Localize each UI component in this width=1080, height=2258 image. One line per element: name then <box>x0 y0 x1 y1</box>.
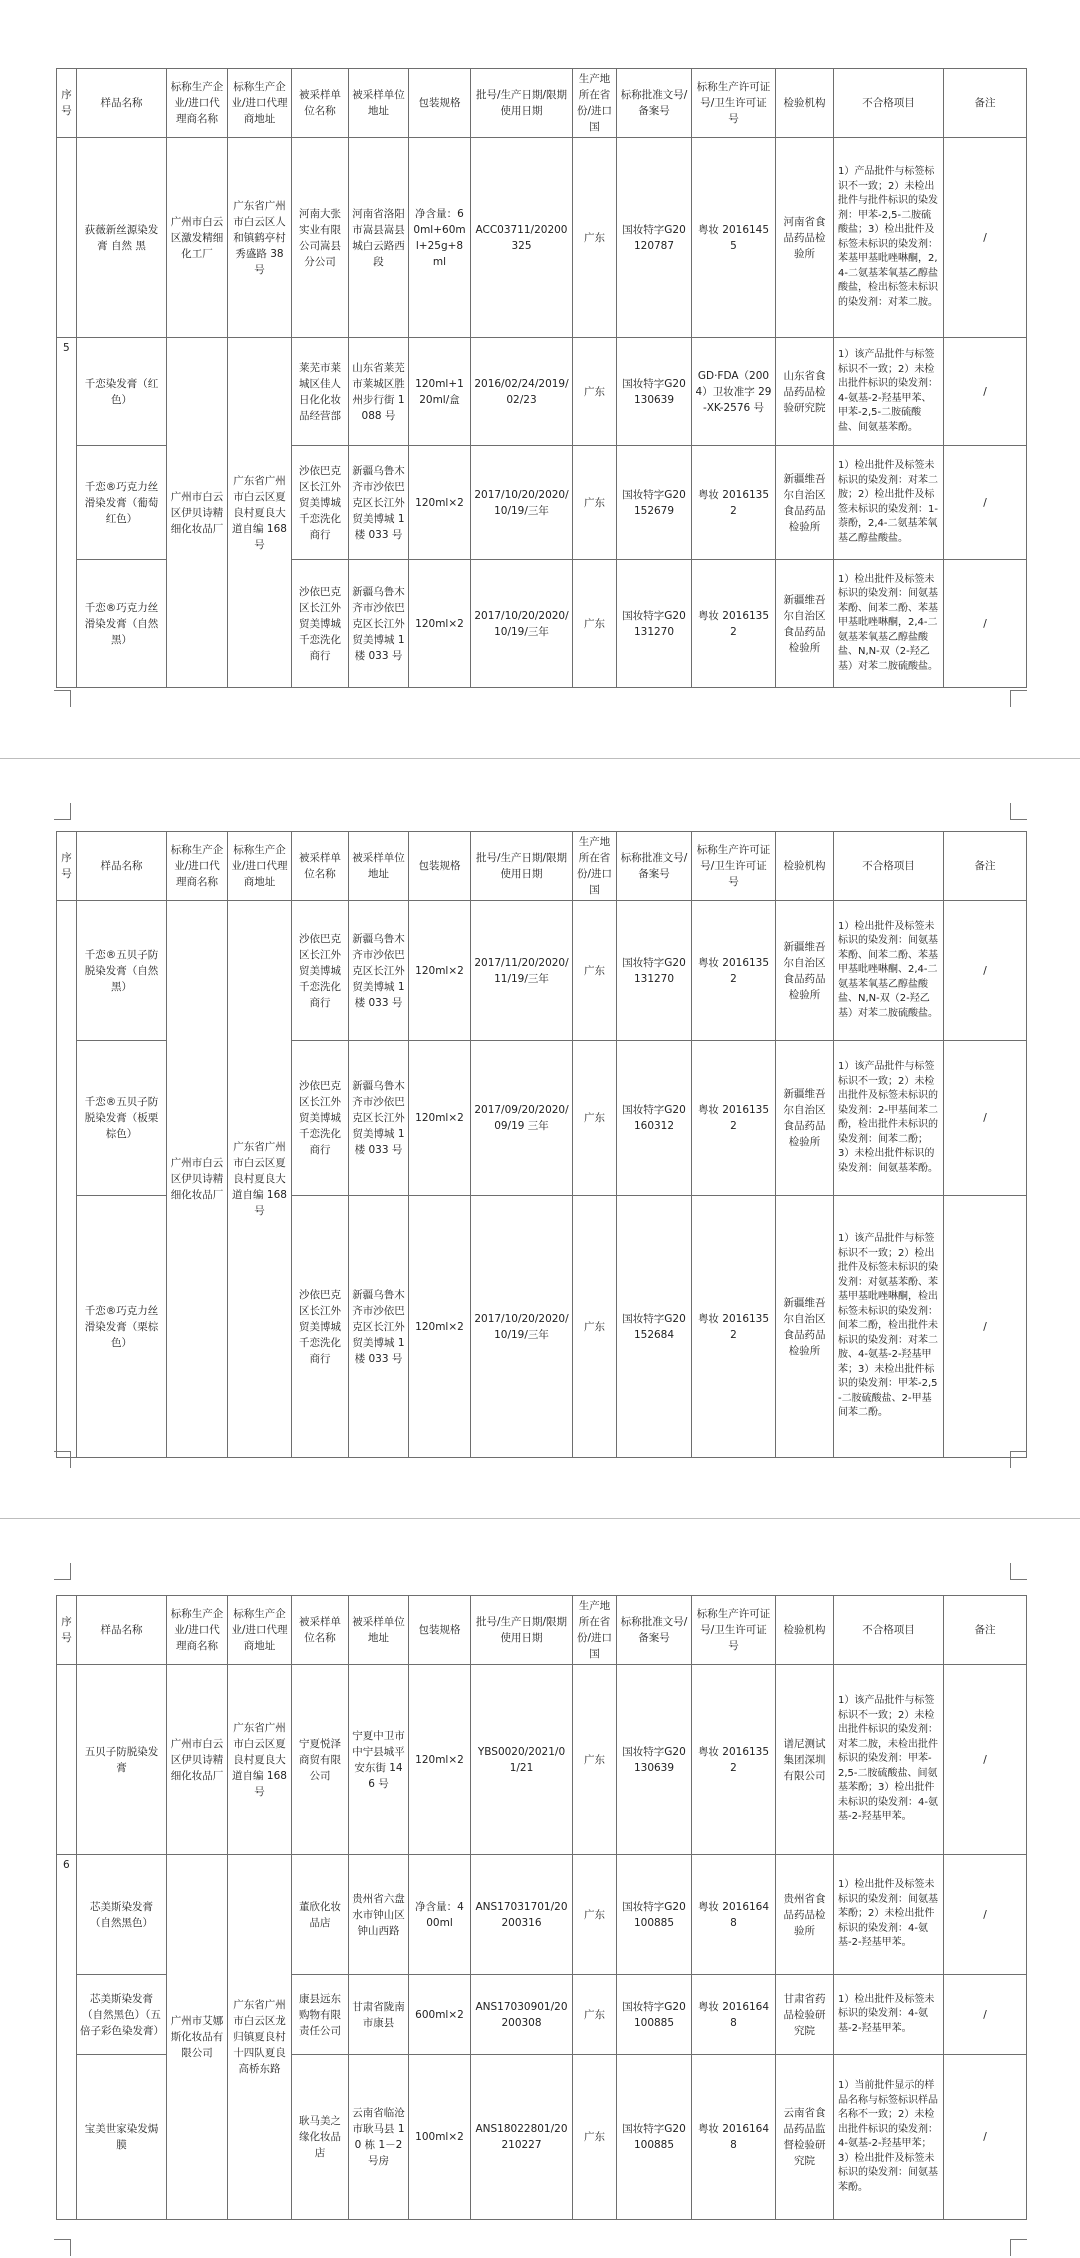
header-license: 标称生产许可证号/卫生许可证号 <box>692 832 776 901</box>
page-corner-mark <box>1010 803 1027 820</box>
header-fail: 不合格项目 <box>834 1596 944 1665</box>
cell-fail: 1）该产品批件与标签标识不一致；2）未检出批件及标签未标识的染发剂：2-甲基间苯二酚，检出批件未标识的染发剂：间苯二酚；3）未检出批件标识的染发剂：间氨基苯酚。 <box>834 1041 944 1196</box>
cell-name: 千恋®巧克力丝滑染发膏（葡萄红色） <box>77 446 167 560</box>
cell-lab: 贵州省食品药品检验所 <box>776 1855 834 1975</box>
page-3 <box>0 1519 1080 2258</box>
cell-sampled-addr: 贵州省六盘水市钟山区钟山西路 <box>349 1855 409 1975</box>
cell-note: / <box>944 2055 1027 2220</box>
cell-license: 粤妆 20161352 <box>692 1665 776 1855</box>
cell-name: 千恋®五贝子防脱染发膏（板栗棕色） <box>77 1041 167 1196</box>
cell-license: 粤妆 20161352 <box>692 901 776 1041</box>
cell-note: / <box>944 901 1027 1041</box>
cell-province: 广东 <box>573 138 617 338</box>
header-license: 标称生产许可证号/卫生许可证号 <box>692 1596 776 1665</box>
cell-approval: 国妆特字G20131270 <box>617 901 692 1041</box>
header-lab: 检验机构 <box>776 832 834 901</box>
cell-sampled: 沙依巴克区长江外贸美博城千恋洗化商行 <box>292 560 349 688</box>
page-corner-mark <box>1010 1563 1027 1580</box>
cell-province: 广东 <box>573 1665 617 1855</box>
cell-lab: 河南省食品药品检验所 <box>776 138 834 338</box>
page-1 <box>0 0 1080 758</box>
cell-name: 千恋®巧克力丝滑染发膏（自然黑） <box>77 560 167 688</box>
header-name: 样品名称 <box>77 832 167 901</box>
cell-sampled-addr: 新疆乌鲁木齐市沙依巴克区长江外贸美博城 1 楼 033 号 <box>349 1041 409 1196</box>
cell-pack: 120ml+120ml/盒 <box>409 338 471 446</box>
cell-lab: 云南省食品药品监督检验研究院 <box>776 2055 834 2220</box>
cell-approval: 国妆特字G20160312 <box>617 1041 692 1196</box>
cell-maker-addr: 广东省广州市白云区夏良村夏良大道自编 168 号 <box>228 901 292 1458</box>
cell-approval: 国妆特字G20130639 <box>617 1665 692 1855</box>
header-maker-addr: 标称生产企业/进口代理商地址 <box>228 69 292 138</box>
cell-note: / <box>944 1855 1027 1975</box>
cell-approval: 国妆特字G20100885 <box>617 1855 692 1975</box>
cell-pack: 120ml×2 <box>409 1196 471 1458</box>
cell-maker-addr: 广东省广州市白云区龙归镇夏良村十四队夏良高桥东路 <box>228 1855 292 2220</box>
cell-license: 粤妆 20161352 <box>692 1041 776 1196</box>
header-fail: 不合格项目 <box>834 832 944 901</box>
cell-batch: 2017/11/20/2020/11/19/三年 <box>471 901 573 1041</box>
cell-note: / <box>944 1975 1027 2055</box>
header-name: 样品名称 <box>77 1596 167 1665</box>
cell-sampled-addr: 甘肃省陇南市康县 <box>349 1975 409 2055</box>
table-row <box>57 1855 1027 1975</box>
cell-approval: 国妆特字G20152684 <box>617 1196 692 1458</box>
cell-sampled-addr: 新疆乌鲁木齐市沙依巴克区长江外贸美博城 1 楼 033 号 <box>349 1196 409 1458</box>
cell-sampled: 河南大张实业有限公司嵩县分公司 <box>292 138 349 338</box>
page-corner-mark <box>54 1563 71 1580</box>
cell-approval: 国妆特字G20100885 <box>617 1975 692 2055</box>
cell-province: 广东 <box>573 901 617 1041</box>
header-approval: 标称批准文号/备案号 <box>617 832 692 901</box>
cell-fail: 1）检出批件及标签未标识的染发剂：间氨基苯酚、间苯二酚、苯基甲基吡唑啉酮、2,4-二氨基苯氧基乙醇盐酸盐、N,N-双（2-羟乙基）对苯二胺硫酸盐。 <box>834 901 944 1041</box>
cell-lab: 甘肃省药品检验研究院 <box>776 1975 834 2055</box>
cell-province: 广东 <box>573 2055 617 2220</box>
cell-province: 广东 <box>573 1196 617 1458</box>
cell-fail: 1）检出批件及标签未标识的染发剂：对苯二胺；2）检出批件及标签未标识的染发剂：1-萘酚，2,4-二氨基苯氧基乙醇盐酸盐。 <box>834 446 944 560</box>
page-corner-mark <box>1010 2239 1027 2256</box>
cell-note: / <box>944 1665 1027 1855</box>
cell-fail: 1）检出批件及标签未标识的染发剂：间氨基苯酚；2）未检出批件标识的染发剂：4-氨基-2-羟基甲苯。 <box>834 1855 944 1975</box>
table-row <box>57 1665 1027 1855</box>
cell-sampled-addr: 河南省洛阳市嵩县嵩县城白云路西段 <box>349 138 409 338</box>
cell-lab: 新疆维吾尔自治区食品药品检验所 <box>776 1041 834 1196</box>
cell-pack: 120ml×2 <box>409 1665 471 1855</box>
cell-maker-addr: 广东省广州市白云区夏良村夏良大道自编 168 号 <box>228 338 292 688</box>
cell-name: 芯美斯染发膏（自然黑色） <box>77 1855 167 1975</box>
cell-fail: 1）检出批件及标签未标识的染发剂：间氨基苯酚、间苯二酚、苯基甲基吡唑啉酮，2,4-二氨基苯氧基乙醇盐酸盐、N,N-双（2-羟乙基）对苯二胺硫酸盐。 <box>834 560 944 688</box>
page-corner-mark <box>54 2239 71 2256</box>
header-lab: 检验机构 <box>776 1596 834 1665</box>
cell-approval: 国妆特字G20152679 <box>617 446 692 560</box>
header-sampled-addr: 被采样单位地址 <box>349 69 409 138</box>
cell-batch: 2016/02/24/2019/02/23 <box>471 338 573 446</box>
cell-province: 广东 <box>573 338 617 446</box>
cell-batch: ANS17031701/20200316 <box>471 1855 573 1975</box>
cell-approval: 国妆特字G20100885 <box>617 2055 692 2220</box>
header-province: 生产地所在省份/进口国 <box>573 1596 617 1665</box>
cell-batch: ANS17030901/20200308 <box>471 1975 573 2055</box>
cell-province: 广东 <box>573 560 617 688</box>
cell-note: / <box>944 560 1027 688</box>
page-corner-mark <box>54 690 71 707</box>
cell-license: 粤妆 20161352 <box>692 446 776 560</box>
cell-name: 千恋®五贝子防脱染发膏（自然黑） <box>77 901 167 1041</box>
cell-pack: 120ml×2 <box>409 901 471 1041</box>
header-batch: 批号/生产日期/限期使用日期 <box>471 69 573 138</box>
header-seq: 序号 <box>57 69 77 138</box>
cell-batch: YBS0020/2021/01/21 <box>471 1665 573 1855</box>
header-seq: 序号 <box>57 1596 77 1665</box>
table-page-2 <box>56 831 1027 1458</box>
cell-lab: 新疆维吾尔自治区食品药品检验所 <box>776 1196 834 1458</box>
cell-pack: 120ml×2 <box>409 446 471 560</box>
table-page-1 <box>56 68 1027 688</box>
page-corner-mark <box>1010 690 1027 707</box>
header-province: 生产地所在省份/进口国 <box>573 832 617 901</box>
cell-sampled: 沙依巴克区长江外贸美博城千恋洗化商行 <box>292 1196 349 1458</box>
cell-license: 粤妆 20161352 <box>692 1196 776 1458</box>
header-province: 生产地所在省份/进口国 <box>573 69 617 138</box>
cell-batch: 2017/10/20/2020/10/19/三年 <box>471 560 573 688</box>
cell-sampled: 莱芜市莱城区佳人日化化妆品经营部 <box>292 338 349 446</box>
cell-batch: 2017/09/20/2020/09/19 三年 <box>471 1041 573 1196</box>
cell-fail: 1）该产品批件与标签标识不一致；2）未检出批件标识的染发剂：4-氨基-2-羟基甲苯、甲苯-2,5-二胺硫酸盐、间氨基苯酚。 <box>834 338 944 446</box>
header-maker-addr: 标称生产企业/进口代理商地址 <box>228 832 292 901</box>
table-header <box>57 1596 1027 1665</box>
header-name: 样品名称 <box>77 69 167 138</box>
header-pack: 包装规格 <box>409 832 471 901</box>
page-corner-mark <box>54 803 71 820</box>
header-license: 标称生产许可证号/卫生许可证号 <box>692 69 776 138</box>
cell-approval: 国妆特字G20131270 <box>617 560 692 688</box>
cell-pack: 100ml×2 <box>409 2055 471 2220</box>
cell-lab: 山东省食品药品检验研究院 <box>776 338 834 446</box>
cell-batch: 2017/10/20/2020/10/19/三年 <box>471 446 573 560</box>
cell-name: 千恋染发膏（红色） <box>77 338 167 446</box>
cell-note: / <box>944 1041 1027 1196</box>
cell-fail: 1）该产品批件与标签标识不一致；2）未检出批件标识的染发剂：对苯二胺，未检出批件标识的染发剂：甲苯-2,5-二胺硫酸盐、间氨基苯酚；3）检出批件未标识的染发剂：4-氨基-2-羟基甲苯。 <box>834 1665 944 1855</box>
cell-sampled-addr: 新疆乌鲁木齐市沙依巴克区长江外贸美博城 1 楼 033 号 <box>349 901 409 1041</box>
cell-name: 千恋®巧克力丝滑染发膏（栗棕色） <box>77 1196 167 1458</box>
cell-sampled: 耿马美之缘化妆品店 <box>292 2055 349 2220</box>
cell-fail: 1）产品批件与标签标识不一致；2）未检出批件与批件标识的染发剂：甲苯-2,5-二胺硫酸盐；3）检出批件及标签未标识的染发剂：苯基甲基吡唑啉酮，2,4-二氨基苯氧基乙醇盐酸盐，检出标签未标识的染发剂：对苯二胺。 <box>834 138 944 338</box>
header-batch: 批号/生产日期/限期使用日期 <box>471 832 573 901</box>
cell-license: 粤妆 20161648 <box>692 1855 776 1975</box>
header-note: 备注 <box>944 832 1027 901</box>
cell-maker: 广州市白云区激发精细化工厂 <box>167 138 228 338</box>
cell-pack: 120ml×2 <box>409 1041 471 1196</box>
cell-province: 广东 <box>573 1041 617 1196</box>
cell-province: 广东 <box>573 1855 617 1975</box>
cell-maker: 广州市白云区伊贝诗精细化妆品厂 <box>167 1665 228 1855</box>
cell-name: 宝美世家染发焗膜 <box>77 2055 167 2220</box>
page-corner-mark <box>1010 1451 1027 1468</box>
cell-maker: 广州市白云区伊贝诗精细化妆品厂 <box>167 338 228 688</box>
cell-sampled: 沙依巴克区长江外贸美博城千恋洗化商行 <box>292 901 349 1041</box>
table-row <box>57 338 1027 446</box>
table-row <box>57 138 1027 338</box>
header-approval: 标称批准文号/备案号 <box>617 1596 692 1665</box>
cell-seq <box>57 138 77 338</box>
cell-sampled: 董欣化妆品店 <box>292 1855 349 1975</box>
cell-license: 粤妆 20161455 <box>692 138 776 338</box>
header-pack: 包装规格 <box>409 1596 471 1665</box>
cell-pack: 600ml×2 <box>409 1975 471 2055</box>
cell-province: 广东 <box>573 446 617 560</box>
cell-seq: 6 <box>57 1855 77 2220</box>
page-corner-mark <box>54 1451 71 1468</box>
cell-license: 粤妆 20161648 <box>692 2055 776 2220</box>
header-maker: 标称生产企业/进口代理商名称 <box>167 832 228 901</box>
cell-maker-addr: 广东省广州市白云区人和镇鹤亭村秀盛路 38 号 <box>228 138 292 338</box>
cell-name: 荻薇新丝源染发膏 自然 黑 <box>77 138 167 338</box>
cell-seq <box>57 1665 77 1855</box>
cell-pack: 净含量：60ml+60ml+25g+8ml <box>409 138 471 338</box>
cell-sampled-addr: 新疆乌鲁木齐市沙依巴克区长江外贸美博城 1 楼 033 号 <box>349 560 409 688</box>
cell-sampled-addr: 山东省莱芜市莱城区胜州步行街 1088 号 <box>349 338 409 446</box>
cell-note: / <box>944 446 1027 560</box>
table-page-3 <box>56 1595 1027 2220</box>
header-maker: 标称生产企业/进口代理商名称 <box>167 1596 228 1665</box>
cell-name: 五贝子防脱染发膏 <box>77 1665 167 1855</box>
header-sampled: 被采样单位名称 <box>292 69 349 138</box>
cell-maker: 广州市白云区伊贝诗精细化妆品厂 <box>167 901 228 1458</box>
cell-seq: 5 <box>57 338 77 688</box>
cell-fail: 1）检出批件及标签未标识的染发剂：4-氨基-2-羟基甲苯。 <box>834 1975 944 2055</box>
header-sampled-addr: 被采样单位地址 <box>349 832 409 901</box>
cell-sampled-addr: 云南省临沧市耿马县 10 栋 1－2 号房 <box>349 2055 409 2220</box>
cell-lab: 谱尼测试集团深圳有限公司 <box>776 1665 834 1855</box>
table-header <box>57 832 1027 901</box>
cell-batch: ANS18022801/20210227 <box>471 2055 573 2220</box>
cell-maker: 广州市艾娜斯化妆品有限公司 <box>167 1855 228 2220</box>
header-pack: 包装规格 <box>409 69 471 138</box>
page-2 <box>0 759 1080 1517</box>
header-sampled: 被采样单位名称 <box>292 1596 349 1665</box>
header-maker: 标称生产企业/进口代理商名称 <box>167 69 228 138</box>
cell-sampled: 宁夏悦泽商贸有限公司 <box>292 1665 349 1855</box>
header-note: 备注 <box>944 69 1027 138</box>
cell-approval: 国妆特字G20130639 <box>617 338 692 446</box>
cell-license: GD·FDA（2004）卫妆准字 29-XK-2576 号 <box>692 338 776 446</box>
header-sampled-addr: 被采样单位地址 <box>349 1596 409 1665</box>
header-seq: 序号 <box>57 832 77 901</box>
cell-sampled: 康县远东购物有限责任公司 <box>292 1975 349 2055</box>
header-batch: 批号/生产日期/限期使用日期 <box>471 1596 573 1665</box>
header-sampled: 被采样单位名称 <box>292 832 349 901</box>
cell-batch: 2017/10/20/2020/10/19/三年 <box>471 1196 573 1458</box>
cell-license: 粤妆 20161648 <box>692 1975 776 2055</box>
cell-lab: 新疆维吾尔自治区食品药品检验所 <box>776 560 834 688</box>
cell-approval: 国妆特字G20120787 <box>617 138 692 338</box>
cell-sampled-addr: 新疆乌鲁木齐市沙依巴克区长江外贸美博城 1 楼 033 号 <box>349 446 409 560</box>
cell-lab: 新疆维吾尔自治区食品药品检验所 <box>776 901 834 1041</box>
header-maker-addr: 标称生产企业/进口代理商地址 <box>228 1596 292 1665</box>
cell-lab: 新疆维吾尔自治区食品药品检验所 <box>776 446 834 560</box>
cell-pack: 净含量：400ml <box>409 1855 471 1975</box>
cell-province: 广东 <box>573 1975 617 2055</box>
cell-sampled: 沙依巴克区长江外贸美博城千恋洗化商行 <box>292 1041 349 1196</box>
header-approval: 标称批准文号/备案号 <box>617 69 692 138</box>
cell-seq <box>57 901 77 1458</box>
table-header <box>57 69 1027 138</box>
cell-maker-addr: 广东省广州市白云区夏良村夏良大道自编 168 号 <box>228 1665 292 1855</box>
cell-note: / <box>944 138 1027 338</box>
cell-name: 芯美斯染发膏（自然黑色）（五倍子彩色染发膏） <box>77 1975 167 2055</box>
header-lab: 检验机构 <box>776 69 834 138</box>
cell-fail: 1）当前批件显示的样品名称与标签标识样品名称不一致；2）未检出批件标识的染发剂：4-氨基-2-羟基甲苯；3）检出批件及标签未标识的染发剂：间氨基苯酚。 <box>834 2055 944 2220</box>
cell-license: 粤妆 20161352 <box>692 560 776 688</box>
cell-batch: ACC03711/20200325 <box>471 138 573 338</box>
cell-sampled: 沙依巴克区长江外贸美博城千恋洗化商行 <box>292 446 349 560</box>
cell-note: / <box>944 1196 1027 1458</box>
header-note: 备注 <box>944 1596 1027 1665</box>
cell-fail: 1）该产品批件与标签标识不一致；2）检出批件及标签未标识的染发剂：对氨基苯酚、苯基甲基吡唑啉酮，检出标签未标识的染发剂：间苯二酚，检出批件未标识的染发剂：对苯二胺、4-氨基-2-羟基甲苯；3）未检出批件标识的染发剂：甲苯-2,5-二胺硫酸盐、2-甲基间苯二酚。 <box>834 1196 944 1458</box>
table-row <box>57 901 1027 1041</box>
cell-pack: 120ml×2 <box>409 560 471 688</box>
cell-sampled-addr: 宁夏中卫市中宁县城平安东街 146 号 <box>349 1665 409 1855</box>
header-fail: 不合格项目 <box>834 69 944 138</box>
cell-note: / <box>944 338 1027 446</box>
